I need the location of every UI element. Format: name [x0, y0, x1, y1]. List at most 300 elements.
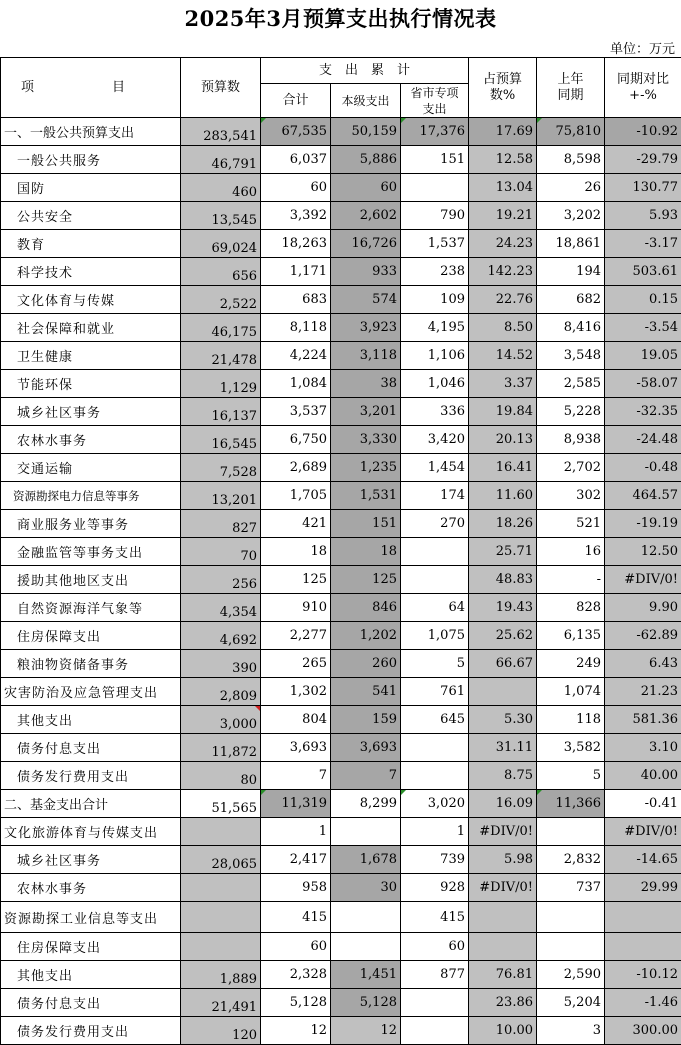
- table-row: [1, 370, 681, 398]
- cell-special: 174: [401, 482, 469, 510]
- cell-last: 5,204: [537, 989, 605, 1017]
- cell-ratio: 66.67: [469, 650, 537, 678]
- cell-last: 2,585: [537, 370, 605, 398]
- row-item-name: 一般公共服务: [1, 146, 181, 174]
- cell-yoy: 9.90: [605, 594, 681, 622]
- cell-special: 151: [401, 146, 469, 174]
- cell-special: 1,454: [401, 454, 469, 482]
- table-row: [1, 902, 681, 933]
- cell-local: 3,923: [331, 314, 401, 342]
- cell-total: 3,537: [261, 398, 331, 426]
- cell-special: 1,075: [401, 622, 469, 650]
- row-item-name: 农林水事务: [1, 426, 181, 454]
- cell-last: 1,074: [537, 678, 605, 706]
- cell-budget: 827: [181, 510, 261, 538]
- header-ratio: 占预算数%: [469, 58, 537, 118]
- cell-total: 415: [261, 902, 331, 933]
- cell-local: 159: [331, 706, 401, 734]
- cell-budget: 1,129: [181, 370, 261, 398]
- table-row: [1, 202, 681, 230]
- cell-total: 265: [261, 650, 331, 678]
- cell-last: 521: [537, 510, 605, 538]
- cell-budget: 21,478: [181, 342, 261, 370]
- row-item-name: 国防: [1, 174, 181, 202]
- row-item-name: 其他支出: [1, 706, 181, 734]
- cell-budget: 4,354: [181, 594, 261, 622]
- cell-ratio: [469, 933, 537, 961]
- header-cumulative: 支 出 累 计: [261, 58, 469, 84]
- row-item-name: 节能环保: [1, 370, 181, 398]
- cell-last: 8,598: [537, 146, 605, 174]
- cell-yoy: 29.99: [605, 874, 681, 902]
- cell-special: [401, 1017, 469, 1045]
- table-row: [1, 790, 681, 818]
- cell-budget: 46,175: [181, 314, 261, 342]
- cell-budget: 3,000: [181, 706, 261, 734]
- table-row: [1, 538, 681, 566]
- cell-yoy: -1.46: [605, 989, 681, 1017]
- table-row: [1, 622, 681, 650]
- cell-special: 270: [401, 510, 469, 538]
- header-total: 合计: [261, 84, 331, 118]
- cell-local: 7: [331, 762, 401, 790]
- row-item-name: 粮油物资储备事务: [1, 650, 181, 678]
- row-item-name: 文化旅游体育与传媒支出: [1, 818, 181, 846]
- cell-last: 26: [537, 174, 605, 202]
- cell-local: 3,330: [331, 426, 401, 454]
- table-row: [1, 566, 681, 594]
- cell-local: 30: [331, 874, 401, 902]
- table-row: [1, 594, 681, 622]
- cell-ratio: 22.76: [469, 286, 537, 314]
- row-item-name: 住房保障支出: [1, 933, 181, 961]
- cell-ratio: 19.84: [469, 398, 537, 426]
- cell-local: 1,531: [331, 482, 401, 510]
- row-item-name: 债务发行费用支出: [1, 762, 181, 790]
- cell-last: 828: [537, 594, 605, 622]
- cell-last: 3: [537, 1017, 605, 1045]
- cell-ratio: #DIV/0!: [469, 818, 537, 846]
- cell-local: 1,678: [331, 846, 401, 874]
- cell-special: 1,106: [401, 342, 469, 370]
- cell-ratio: 20.13: [469, 426, 537, 454]
- row-item-name: 公共安全: [1, 202, 181, 230]
- cell-yoy: -0.48: [605, 454, 681, 482]
- table-row: [1, 846, 681, 874]
- header-local: 本级支出: [331, 84, 401, 118]
- header-item: 项 目: [1, 58, 181, 118]
- cell-local: 18: [331, 538, 401, 566]
- cell-budget: 69,024: [181, 230, 261, 258]
- cell-special: 64: [401, 594, 469, 622]
- cell-total: 12: [261, 1017, 331, 1045]
- table-row: [1, 762, 681, 790]
- cell-special: 4,195: [401, 314, 469, 342]
- cell-total: 683: [261, 286, 331, 314]
- cell-yoy: 5.93: [605, 202, 681, 230]
- cell-budget: 13,545: [181, 202, 261, 230]
- cell-local: 933: [331, 258, 401, 286]
- table-row: [1, 146, 681, 174]
- cell-total: 1,084: [261, 370, 331, 398]
- cell-last: 3,548: [537, 342, 605, 370]
- cell-total: 60: [261, 174, 331, 202]
- cell-total: 804: [261, 706, 331, 734]
- table-row: [1, 286, 681, 314]
- cell-special: 336: [401, 398, 469, 426]
- cell-ratio: 5.30: [469, 706, 537, 734]
- cell-total: 6,037: [261, 146, 331, 174]
- row-item-name: 二、基金支出合计: [1, 790, 181, 818]
- cell-local: 3,693: [331, 734, 401, 762]
- row-item-name: 文化体育与传媒: [1, 286, 181, 314]
- cell-total: 3,693: [261, 734, 331, 762]
- cell-local: 1,451: [331, 961, 401, 989]
- cell-local: 541: [331, 678, 401, 706]
- cell-budget: 11,872: [181, 734, 261, 762]
- row-item-name: 资源勘探工业信息等支出: [1, 902, 181, 933]
- cell-ratio: 10.00: [469, 1017, 537, 1045]
- cell-local: 60: [331, 174, 401, 202]
- cell-yoy: 0.15: [605, 286, 681, 314]
- cell-yoy: 300.00: [605, 1017, 681, 1045]
- cell-special: 1,537: [401, 230, 469, 258]
- cell-budget: 460: [181, 174, 261, 202]
- cell-local: 125: [331, 566, 401, 594]
- cell-last: 737: [537, 874, 605, 902]
- cell-yoy: #DIV/0!: [605, 818, 681, 846]
- cell-local: 3,118: [331, 342, 401, 370]
- cell-last: 3,202: [537, 202, 605, 230]
- cell-budget: 1,889: [181, 961, 261, 989]
- cell-last: 118: [537, 706, 605, 734]
- cell-ratio: 19.21: [469, 202, 537, 230]
- cell-last: -: [537, 566, 605, 594]
- cell-last: 8,938: [537, 426, 605, 454]
- cell-ratio: #DIV/0!: [469, 874, 537, 902]
- cell-ratio: 5.98: [469, 846, 537, 874]
- cell-special: 877: [401, 961, 469, 989]
- header-special: 省市专项支出: [401, 84, 469, 118]
- cell-special: 3,020: [401, 790, 469, 818]
- cell-special: 5: [401, 650, 469, 678]
- cell-local: [331, 902, 401, 933]
- row-item-name: 科学技术: [1, 258, 181, 286]
- cell-yoy: 21.23: [605, 678, 681, 706]
- cell-budget: 28,065: [181, 846, 261, 874]
- cell-total: 2,328: [261, 961, 331, 989]
- table-row: [1, 706, 681, 734]
- table-row: [1, 874, 681, 902]
- cell-last: 3,582: [537, 734, 605, 762]
- cell-last: 249: [537, 650, 605, 678]
- cell-total: 67,535: [261, 118, 331, 146]
- cell-special: [401, 762, 469, 790]
- table-row: [1, 118, 681, 146]
- cell-budget: 256: [181, 566, 261, 594]
- cell-yoy: -19.19: [605, 510, 681, 538]
- cell-local: 50,159: [331, 118, 401, 146]
- cell-ratio: 3.37: [469, 370, 537, 398]
- table-row: [1, 989, 681, 1017]
- cell-last: 302: [537, 482, 605, 510]
- row-item-name: 城乡社区事务: [1, 398, 181, 426]
- cell-budget: [181, 902, 261, 933]
- cell-budget: 7,528: [181, 454, 261, 482]
- cell-yoy: 12.50: [605, 538, 681, 566]
- table-row: [1, 961, 681, 989]
- cell-ratio: 17.69: [469, 118, 537, 146]
- cell-special: [401, 174, 469, 202]
- cell-special: 238: [401, 258, 469, 286]
- table-row: [1, 1017, 681, 1045]
- cell-last: [537, 902, 605, 933]
- table-row: [1, 230, 681, 258]
- budget-table: [0, 57, 681, 1045]
- cell-total: 18,263: [261, 230, 331, 258]
- cell-special: 60: [401, 933, 469, 961]
- cell-last: 2,702: [537, 454, 605, 482]
- cell-budget: [181, 933, 261, 961]
- header-last-year: 上年同期: [537, 58, 605, 118]
- cell-local: 2,602: [331, 202, 401, 230]
- row-item-name: 债务付息支出: [1, 734, 181, 762]
- cell-local: 1,202: [331, 622, 401, 650]
- cell-budget: 51,565: [181, 790, 261, 818]
- cell-total: 60: [261, 933, 331, 961]
- row-item-name: 交通运输: [1, 454, 181, 482]
- header-budget: 预算数: [181, 58, 261, 118]
- cell-total: 18: [261, 538, 331, 566]
- cell-special: 1: [401, 818, 469, 846]
- row-item-name: 商业服务业等事务: [1, 510, 181, 538]
- cell-special: 1,046: [401, 370, 469, 398]
- cell-ratio: 142.23: [469, 258, 537, 286]
- row-item-name: 债务发行费用支出: [1, 1017, 181, 1045]
- row-item-name: 金融监管等事务支出: [1, 538, 181, 566]
- cell-yoy: -3.54: [605, 314, 681, 342]
- cell-total: 6,750: [261, 426, 331, 454]
- cell-ratio: 25.71: [469, 538, 537, 566]
- cell-yoy: 40.00: [605, 762, 681, 790]
- cell-ratio: 12.58: [469, 146, 537, 174]
- cell-yoy: 19.05: [605, 342, 681, 370]
- cell-ratio: 23.86: [469, 989, 537, 1017]
- cell-special: [401, 566, 469, 594]
- cell-yoy: 464.57: [605, 482, 681, 510]
- cell-yoy: 6.43: [605, 650, 681, 678]
- cell-total: 2,277: [261, 622, 331, 650]
- row-item-name: 灾害防治及应急管理支出: [1, 678, 181, 706]
- table-body: [1, 118, 681, 1045]
- cell-yoy: -0.41: [605, 790, 681, 818]
- cell-local: 8,299: [331, 790, 401, 818]
- cell-budget: [181, 874, 261, 902]
- row-item-name: 自然资源海洋气象等: [1, 594, 181, 622]
- cell-total: 1,171: [261, 258, 331, 286]
- table-row: [1, 734, 681, 762]
- cell-budget: 80: [181, 762, 261, 790]
- cell-special: 109: [401, 286, 469, 314]
- cell-local: [331, 818, 401, 846]
- table-row: [1, 454, 681, 482]
- cell-local: 5,128: [331, 989, 401, 1017]
- cell-yoy: 3.10: [605, 734, 681, 762]
- cell-budget: 390: [181, 650, 261, 678]
- row-item-name: 债务付息支出: [1, 989, 181, 1017]
- cell-total: 958: [261, 874, 331, 902]
- cell-last: 8,416: [537, 314, 605, 342]
- cell-budget: 46,791: [181, 146, 261, 174]
- cell-last: 6,135: [537, 622, 605, 650]
- cell-yoy: [605, 933, 681, 961]
- cell-special: 645: [401, 706, 469, 734]
- cell-budget: 16,137: [181, 398, 261, 426]
- cell-local: 16,726: [331, 230, 401, 258]
- cell-local: 574: [331, 286, 401, 314]
- cell-ratio: 13.04: [469, 174, 537, 202]
- cell-budget: 4,692: [181, 622, 261, 650]
- cell-special: 3,420: [401, 426, 469, 454]
- cell-special: 415: [401, 902, 469, 933]
- cell-ratio: 48.83: [469, 566, 537, 594]
- cell-budget: 2,522: [181, 286, 261, 314]
- cell-yoy: -29.79: [605, 146, 681, 174]
- cell-yoy: 503.61: [605, 258, 681, 286]
- cell-total: 11,319: [261, 790, 331, 818]
- cell-yoy: [605, 902, 681, 933]
- cell-last: [537, 933, 605, 961]
- cell-last: 682: [537, 286, 605, 314]
- cell-ratio: 8.75: [469, 762, 537, 790]
- page-title: 2025年3月预算支出执行情况表: [0, 2, 681, 36]
- cell-total: 5,128: [261, 989, 331, 1017]
- cell-yoy: -62.89: [605, 622, 681, 650]
- cell-special: [401, 989, 469, 1017]
- cell-ratio: [469, 902, 537, 933]
- cell-special: 790: [401, 202, 469, 230]
- table-row: [1, 342, 681, 370]
- cell-ratio: 19.43: [469, 594, 537, 622]
- cell-total: 7: [261, 762, 331, 790]
- cell-budget: 283,541: [181, 118, 261, 146]
- cell-last: 194: [537, 258, 605, 286]
- cell-total: 910: [261, 594, 331, 622]
- row-item-name: 教育: [1, 230, 181, 258]
- cell-local: 151: [331, 510, 401, 538]
- header-yoy: 同期对比+-%: [605, 58, 681, 118]
- table-row: [1, 482, 681, 510]
- cell-local: 260: [331, 650, 401, 678]
- row-item-name: 社会保障和就业: [1, 314, 181, 342]
- cell-total: 1: [261, 818, 331, 846]
- row-item-name: 城乡社区事务: [1, 846, 181, 874]
- cell-ratio: 16.41: [469, 454, 537, 482]
- cell-budget: 21,491: [181, 989, 261, 1017]
- cell-last: 18,861: [537, 230, 605, 258]
- cell-ratio: 18.26: [469, 510, 537, 538]
- cell-yoy: -32.35: [605, 398, 681, 426]
- row-item-name: 住房保障支出: [1, 622, 181, 650]
- row-item-name: 一、一般公共预算支出: [1, 118, 181, 146]
- cell-local: 846: [331, 594, 401, 622]
- cell-special: 761: [401, 678, 469, 706]
- cell-ratio: 76.81: [469, 961, 537, 989]
- cell-special: 928: [401, 874, 469, 902]
- cell-local: 1,235: [331, 454, 401, 482]
- cell-yoy: #DIV/0!: [605, 566, 681, 594]
- cell-ratio: 16.09: [469, 790, 537, 818]
- cell-special: 739: [401, 846, 469, 874]
- cell-yoy: -10.12: [605, 961, 681, 989]
- table-row: [1, 510, 681, 538]
- cell-budget: 656: [181, 258, 261, 286]
- cell-yoy: -3.17: [605, 230, 681, 258]
- cell-ratio: [469, 678, 537, 706]
- cell-total: 2,417: [261, 846, 331, 874]
- cell-total: 8,118: [261, 314, 331, 342]
- cell-ratio: 11.60: [469, 482, 537, 510]
- cell-total: 421: [261, 510, 331, 538]
- cell-last: 5,228: [537, 398, 605, 426]
- cell-last: 75,810: [537, 118, 605, 146]
- cell-local: 5,886: [331, 146, 401, 174]
- cell-last: 11,366: [537, 790, 605, 818]
- cell-total: 2,689: [261, 454, 331, 482]
- cell-special: [401, 734, 469, 762]
- cell-last: 5: [537, 762, 605, 790]
- cell-ratio: 8.50: [469, 314, 537, 342]
- cell-yoy: -14.65: [605, 846, 681, 874]
- cell-total: 1,705: [261, 482, 331, 510]
- cell-special: 17,376: [401, 118, 469, 146]
- cell-total: 4,224: [261, 342, 331, 370]
- cell-local: [331, 933, 401, 961]
- cell-yoy: -24.48: [605, 426, 681, 454]
- cell-budget: 13,201: [181, 482, 261, 510]
- cell-yoy: 130.77: [605, 174, 681, 202]
- table-row: [1, 426, 681, 454]
- row-item-name: 农林水事务: [1, 874, 181, 902]
- cell-yoy: -10.92: [605, 118, 681, 146]
- cell-yoy: 581.36: [605, 706, 681, 734]
- row-item-name: 资源勘探电力信息等事务: [1, 482, 181, 510]
- table-row: [1, 650, 681, 678]
- cell-special: [401, 538, 469, 566]
- cell-budget: 16,545: [181, 426, 261, 454]
- cell-total: 3,392: [261, 202, 331, 230]
- row-item-name: 其他支出: [1, 961, 181, 989]
- cell-last: 2,832: [537, 846, 605, 874]
- cell-ratio: 25.62: [469, 622, 537, 650]
- cell-budget: 2,809: [181, 678, 261, 706]
- cell-last: 16: [537, 538, 605, 566]
- cell-local: 3,201: [331, 398, 401, 426]
- cell-total: 1,302: [261, 678, 331, 706]
- cell-ratio: 24.23: [469, 230, 537, 258]
- cell-total: 125: [261, 566, 331, 594]
- table-row: [1, 314, 681, 342]
- cell-local: 38: [331, 370, 401, 398]
- cell-yoy: -58.07: [605, 370, 681, 398]
- cell-ratio: 31.11: [469, 734, 537, 762]
- table-row: [1, 933, 681, 961]
- row-item-name: 卫生健康: [1, 342, 181, 370]
- cell-budget: 70: [181, 538, 261, 566]
- unit-label: 单位：万元: [610, 38, 675, 57]
- table-row: [1, 678, 681, 706]
- table-row: [1, 818, 681, 846]
